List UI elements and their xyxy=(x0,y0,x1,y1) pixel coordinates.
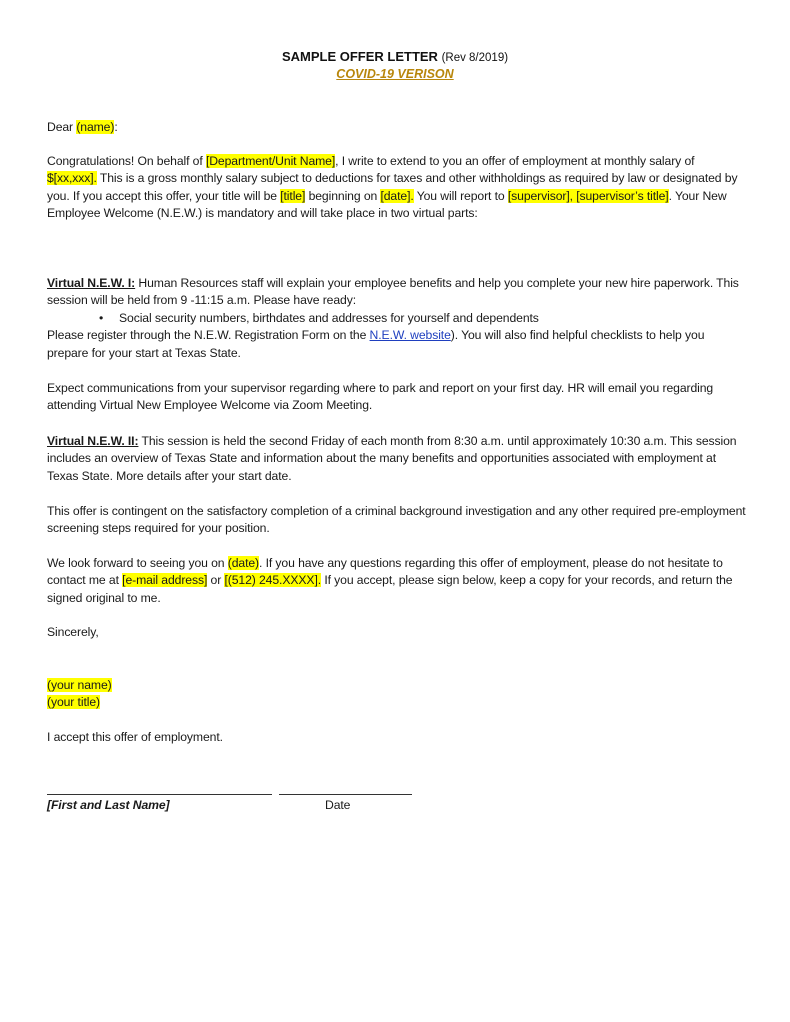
contingent-paragraph: This offer is contingent on the satisfactory completion of a criminal background investigation and any other required pre-employment screening steps required for your position. xyxy=(47,504,746,536)
new-session-2: Virtual N.E.W. II: This session is held the second Friday of each month from 8:30 a.m. until approximately 10:30 a.m. This session includes an overview of Texas State and information about the many benefits and opportunities associated with employment at Texas State. More details after your start date. xyxy=(47,434,737,483)
acceptance-statement: I accept this offer of employment. xyxy=(47,730,223,744)
placeholder-email: [e-mail address] xyxy=(122,573,208,588)
placeholder-title: [title] xyxy=(280,188,306,203)
signer-block xyxy=(47,677,747,712)
closing-paragraph: We look forward to seeing you on (date). If you have any questions regarding this offer of employment, please do not hesitate to contact me at [e-mail address] or [(512) 245.XXXX]. If you accept, please sign below, keep a copy for your records, and return the signed original to me. xyxy=(47,556,733,605)
expect-paragraph: Expect communications from your supervisor regarding where to park and report on your first day. HR will email you regarding attending Virtual New Employee Welcome via Zoom Meeting. xyxy=(47,381,714,413)
letter-header xyxy=(0,49,790,81)
intro-paragraph: Congratulations! On behalf of [Department/Unit Name], I write to extend to you an offer of employment at monthly salary of $[xx,xxx]. This is a gross monthly salary subject to deductions for taxes and other withholdings as required by law or designated by you. If you accept this offer, your title will be [title] beginning on [date]. You will report to [supervisor], [supervisor’s title]. Your New Employee Welcome (N.E.W.) is mandatory and will take place in two virtual parts: xyxy=(47,154,738,221)
revision-label: (Rev 8/2019) xyxy=(441,52,509,64)
placeholder-date: [date]. xyxy=(380,188,414,203)
page-subtitle: COVID-19 VERISON xyxy=(336,67,454,81)
placeholder-supervisor: [supervisor], [supervisor’s title] xyxy=(507,188,669,203)
salutation: Dear (name): xyxy=(47,120,118,134)
list-item: • Social security numbers, birthdates and addresses for yourself and dependents xyxy=(47,310,747,327)
placeholder-name: (name) xyxy=(76,120,115,134)
placeholder-your-name: (your name) xyxy=(47,678,112,692)
placeholder-salary: $[xx,xxx]. xyxy=(47,171,97,186)
section-heading: Virtual N.E.W. II: xyxy=(47,434,139,448)
bullet-icon: • xyxy=(99,310,104,325)
placeholder-date: (date) xyxy=(227,556,259,570)
section-heading: Virtual N.E.W. I: xyxy=(47,276,136,290)
new-session-1: Virtual N.E.W. I: Human Resources staff will explain your employee benefits and help you complete your new hire paperwork. This session will be held from 9 -11:15 a.m. Please have ready: • Social security numbers, birthdates and addresses for yourself and dependents Please register through the N.E.W. Registration Form on the N.E.W. website). You will also find helpful checklists to help you prepare for your start at Texas State. xyxy=(47,275,747,362)
placeholder-your-title: (your title) xyxy=(47,695,100,710)
placeholder-department: [Department/Unit Name] xyxy=(205,154,336,168)
signature-name-label: [First and Last Name] xyxy=(47,798,170,812)
signature-date-label: Date xyxy=(325,798,351,812)
placeholder-phone: [(512) 245.XXXX]. xyxy=(224,573,322,588)
page-title: SAMPLE OFFER LETTER (Rev 8/2019) xyxy=(281,49,509,64)
new-website-link[interactable]: N.E.W. website xyxy=(369,328,451,343)
signoff: Sincerely, xyxy=(47,625,99,639)
